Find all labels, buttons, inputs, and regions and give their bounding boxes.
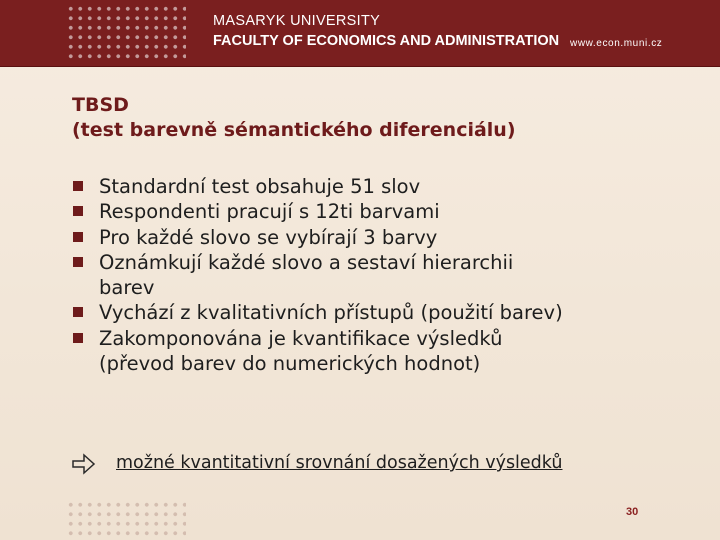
university-name: MASARYK UNIVERSITY xyxy=(213,13,381,29)
page-number: 30 xyxy=(626,506,639,518)
faculty-name: FACULTY OF ECONOMICS AND ADMINISTRATION xyxy=(213,33,560,49)
bullet-text: Respondenti pracují s 12ti barvami xyxy=(99,200,440,224)
header-divider xyxy=(0,66,720,67)
list-item xyxy=(72,326,692,377)
bullet-text: Vychází z kvalitativních přístupů (použití barev) xyxy=(99,301,563,325)
list-item xyxy=(72,174,692,199)
square-bullet-icon xyxy=(73,333,83,343)
bullet-text: Zakomponována je kvantifikace výsledků xyxy=(99,326,503,350)
square-bullet-icon xyxy=(73,206,83,216)
right-arrow-icon xyxy=(72,452,96,476)
slide-title xyxy=(72,93,516,143)
square-bullet-icon xyxy=(73,307,83,317)
title-line-1: TBSD xyxy=(72,94,129,116)
header-bar xyxy=(0,0,720,66)
conclusion-text: možné kvantitativní srovnání dosažených výsledků xyxy=(116,453,563,473)
bullet-list xyxy=(72,174,692,376)
list-item xyxy=(72,250,692,301)
conclusion-line xyxy=(72,452,692,478)
bullet-text-continued: (převod barev do numerických hodnot) xyxy=(99,352,481,376)
square-bullet-icon xyxy=(73,232,83,242)
bullet-text-continued: barev xyxy=(99,276,155,300)
website-url: www.econ.muni.cz xyxy=(570,38,663,49)
dot-pattern-decoration xyxy=(66,4,186,62)
square-bullet-icon xyxy=(73,257,83,267)
bullet-text: Pro každé slovo se vybírají 3 barvy xyxy=(99,225,438,249)
title-line-2: (test barevně sémantického diferenciálu) xyxy=(72,119,516,141)
bullet-text: Oznámkují každé slovo a sestaví hierarchii xyxy=(99,250,514,274)
list-item xyxy=(72,225,692,250)
dot-pattern-decoration-bottom xyxy=(66,500,186,540)
square-bullet-icon xyxy=(73,181,83,191)
bullet-text: Standardní test obsahuje 51 slov xyxy=(99,175,421,198)
list-item xyxy=(72,300,692,325)
list-item xyxy=(72,199,692,224)
